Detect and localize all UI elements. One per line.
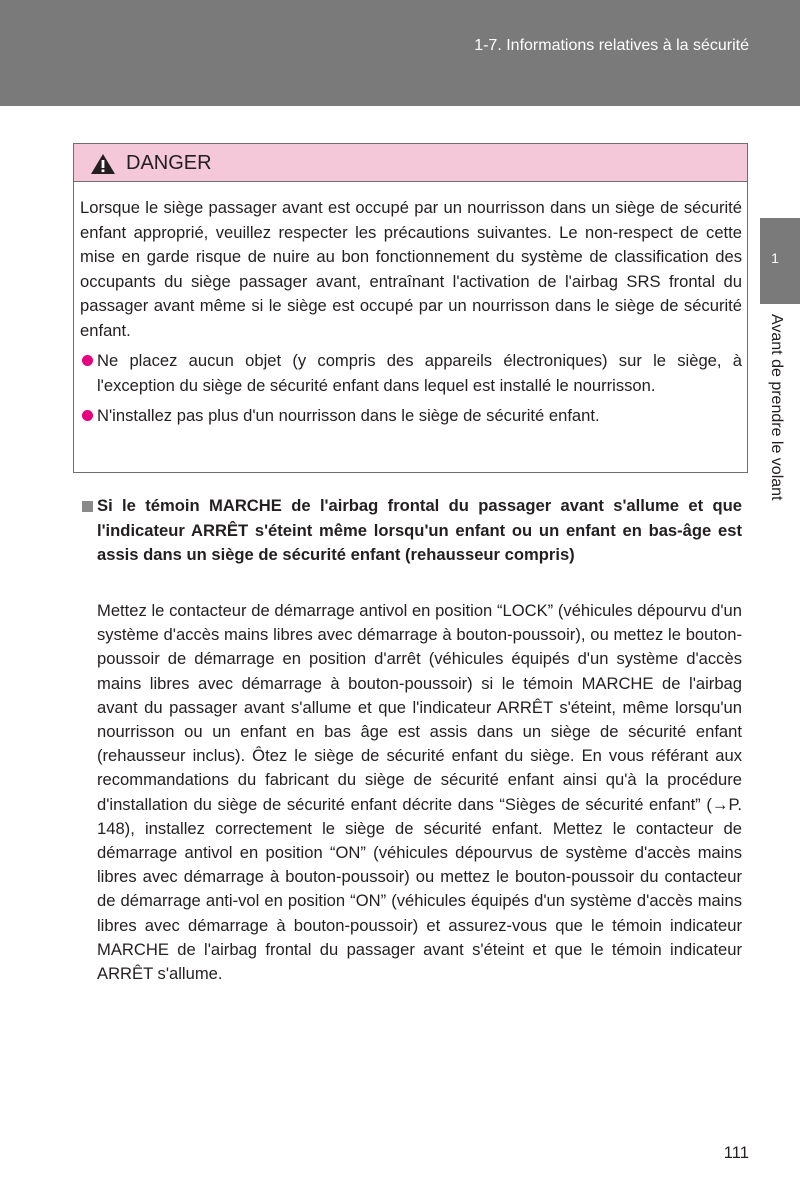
chapter-number: 1 [771,250,779,266]
danger-body [80,196,742,429]
danger-bullet-text: N'installez pas plus d'un nourrisson dans le siège de sécurité enfant. [97,406,600,425]
section-heading-text: Si le témoin MARCHE de l'airbag frontal du passager avant s'allume et que l'indicateur ARRÊT s'éteint même lorsqu'un enfant ou un enfant en bas-âge est assis dans un siège de sécurité enfant (rehausseur compris) [97,496,742,564]
chapter-tab [760,218,800,304]
square-bullet-icon [82,501,93,512]
section-title: 1-7. Informations relatives à la sécurité [474,37,749,54]
danger-box [73,143,748,473]
bullet-dot-icon [82,410,93,421]
page-header [0,0,800,106]
danger-paragraph: Lorsque le siège passager avant est occupé par un nourrisson dans un siège de sécurité enfant approprié, veuillez respecter les précautions suivantes. Le non-respect de cette mise en garde risque de nuire au bon fonctionnement du système de classification des occupants du siège passager avant, entraînant l'activation de l'airbag SRS frontal du passager avant même si le siège est occupé par un nourrisson dans le siège de sécurité enfant. [80,198,742,340]
warning-triangle-icon [90,153,116,175]
page-number: 111 [723,1143,749,1162]
danger-bullet-text: Ne placez aucun objet (y compris des appareils électroniques) sur le siège, à l'exception du siège de sécurité enfant dans lequel est installé le nourrisson. [97,351,742,395]
danger-bullet-item [80,404,742,429]
danger-bullet-item [80,349,742,398]
danger-header [74,144,747,182]
bullet-dot-icon [82,355,93,366]
section-body: Mettez le contacteur de démarrage antivol en position “LOCK” (véhicules dépourvu d'un système d'accès mains libres avec démarrage à bouton-poussoir), ou mettez le bouton-poussoir de démarrage en position d'arrêt (véhicules équipés d'un système d'accès mains libres avec démarrage à bouton-poussoir) si le témoin MARCHE de l'airbag avant du passager avant s'allume et que l'indicateur ARRÊT s'éteint, même lorsqu'un nourrisson ou un enfant en bas âge est assis dans un siège de sécurité enfant (rehausseur inclus). Ôtez le siège de sécurité enfant du siège. En vous référant aux recommandations du fabricant du siège de sécurité enfant ainsi qu'à la procédure d'installation du siège de sécurité enfant décrite dans “Sièges de sécurité enfant” (→P. 148), installez correctement le siège de sécurité enfant. Mettez le contacteur de démarrage antivol en position “ON” (véhicules dépourvus de système d'accès mains libres avec démarrage à bouton-poussoir) ou mettez le bouton-poussoir du contacteur de démarrage anti-vol en position “ON” (véhicules équipés d'un système d'accès mains libres avec démarrage à bouton-poussoir) et assurez-vous que le témoin indicateur MARCHE de l'airbag frontal du passager avant s'éteint et que le témoin indicateur ARRÊT s'allume. [97,601,742,984]
chapter-label: Avant de prendre le volant [768,314,785,501]
section-heading [82,494,742,568]
danger-title: DANGER [126,152,212,174]
